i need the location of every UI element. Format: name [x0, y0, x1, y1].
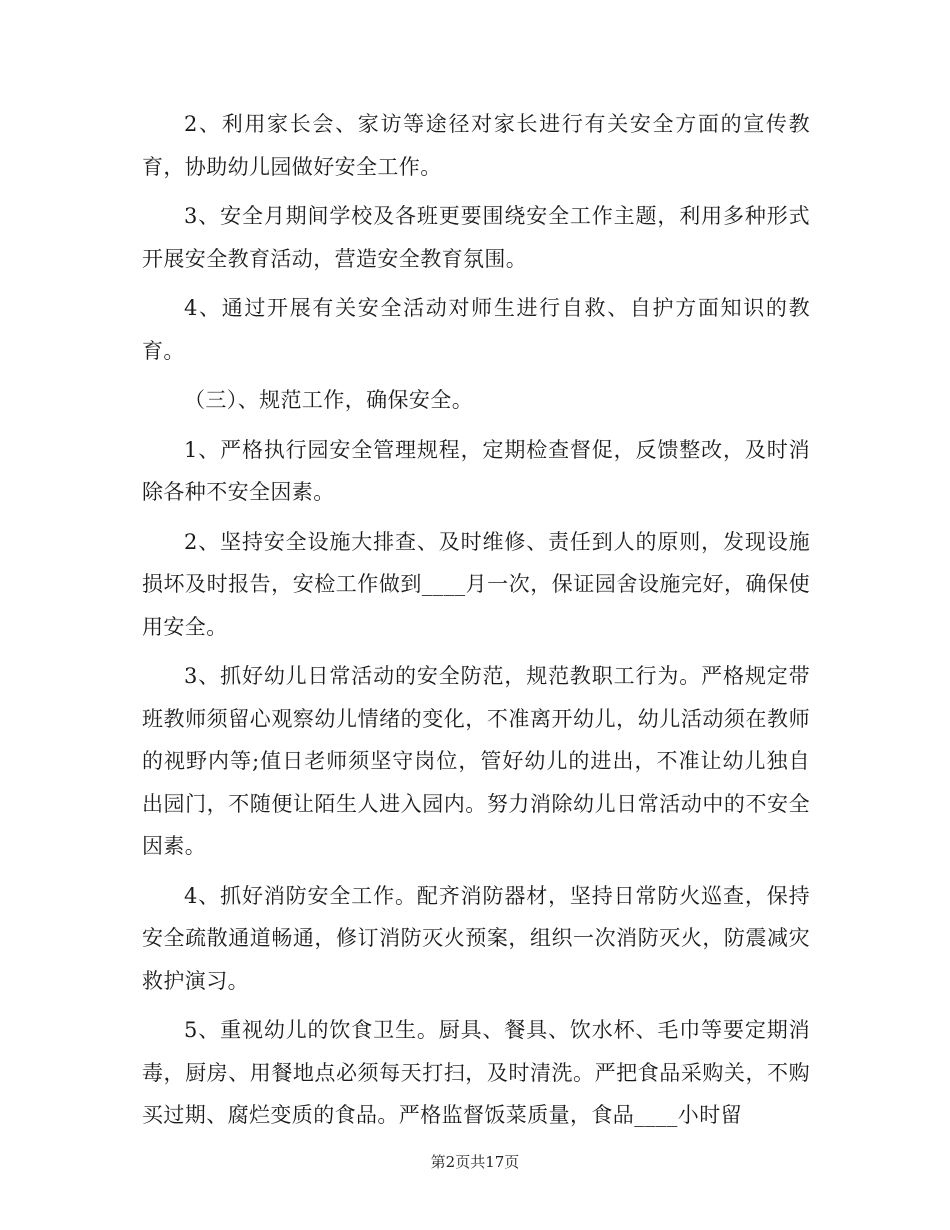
document-body	[142, 103, 810, 1144]
paragraph-rule-4: 4、抓好消防安全工作。配齐消防器材，坚持日常防火巡查，保持安全疏散通道畅通，修订消防灭火预案，组织一次消防灭火，防震减灾救护演习。	[142, 883, 810, 993]
section-heading-3: （三）、规范工作，确保安全。	[184, 388, 474, 412]
paragraph-rule-1: 1、严格执行园安全管理规程，定期检查督促，反馈整改，及时消除各种不安全因素。	[142, 437, 810, 504]
paragraph-item-4: 4、通过开展有关安全活动对师生进行自救、自护方面知识的教育。	[142, 296, 810, 363]
paragraph-rule-2: 2、坚持安全设施大排查、及时维修、责任到人的原则，发现设施损坏及时报告，安检工作做到____月一次，保证园舍设施完好，确保使用安全。	[142, 529, 810, 639]
paragraph-rule-3: 3、抓好幼儿日常活动的安全防范，规范教职工行为。严格规定带班教师须留心观察幼儿情绪的变化，不准离开幼儿，幼儿活动须在教师的视野内等;值日老师须坚守岗位，管好幼儿的进出，不准让幼儿独自出园门，不随便让陌生人进入园内。努力消除幼儿日常活动中的不安全因素。	[142, 664, 810, 858]
paragraph-rule-5: 5、重视幼儿的饮食卫生。厨具、餐具、饮水杯、毛巾等要定期消毒，厨房、用餐地点必须每天打扫，及时清洗。严把食品采购关，不购买过期、腐烂变质的食品。严格监督饭菜质量，食品____小时留	[142, 1018, 810, 1127]
page-number-footer: 第2页共17页	[430, 1153, 520, 1171]
paragraph-item-2: 2、利用家长会、家访等途径对家长进行有关安全方面的宣传教育，协助幼儿园做好安全工作。	[142, 112, 810, 179]
paragraph-item-3: 3、安全月期间学校及各班更要围绕安全工作主题，利用多种形式开展安全教育活动，营造安全教育氛围。	[142, 204, 810, 271]
